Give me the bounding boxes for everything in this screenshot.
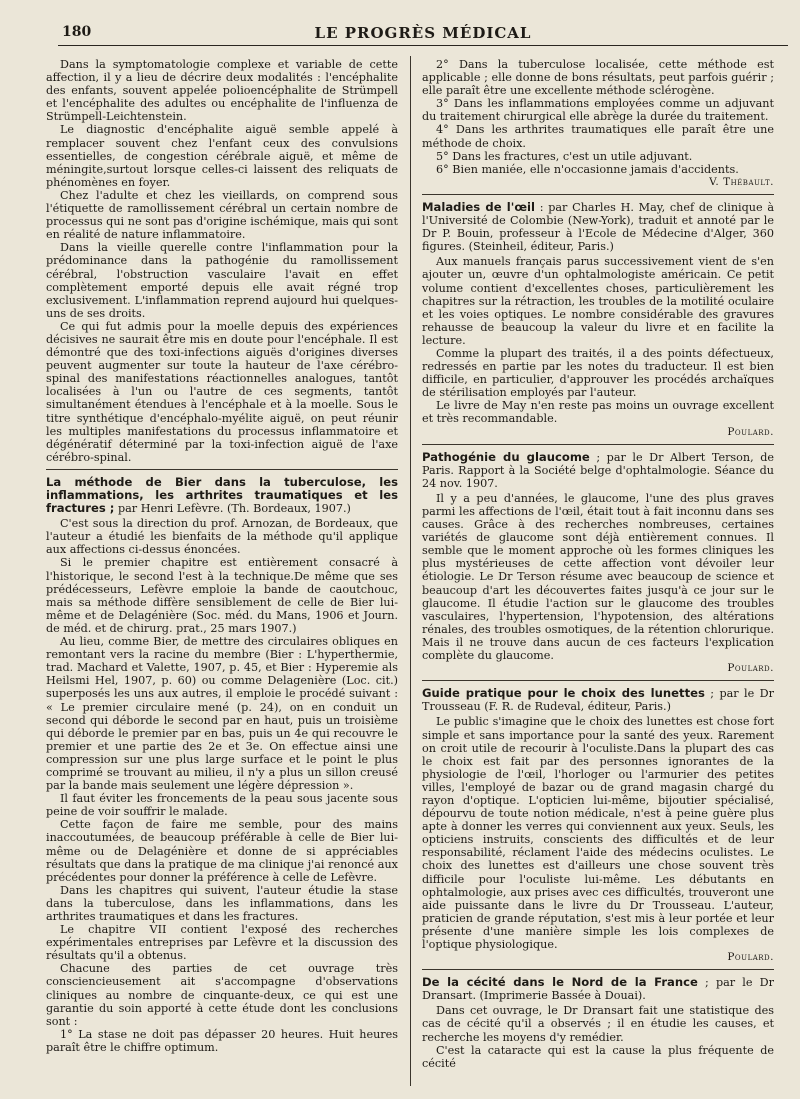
review-author: ; par le Dr Dransart. (Imprimerie Bassée à Douai). [422, 976, 774, 1003]
right-column [422, 58, 774, 1070]
review-heading [422, 687, 774, 713]
section-separator [422, 969, 774, 970]
review-signature: Poulard. [727, 425, 774, 438]
review-title: Pathogénie du glaucome [422, 449, 590, 464]
paragraph: Comme la plupart des traités, il a des points défectueux, redressés en partie par les notes du traducteur. Il est bien difficile, en particulier, d'approuver les procédés archaïques de stérilisation employés par l'auteur. [422, 346, 774, 400]
review-title: De la cécité dans le Nord de la France [422, 975, 698, 990]
review-title: La méthode de Bier dans la tuberculose, les inflammations, les arthrites traumatiques et les fractures ; [46, 474, 398, 516]
paragraph: Ce qui fut admis pour la moelle depuis des expériences décisives ne saurait être mis en doute pour l'encéphale. Il est démontré que des toxi-infections aiguës d'origines diverses peuvent augmenter sur toute la hauteur de l'axe cérébro-spinal des manifestations réactionnelles analogues, tantôt localisées à l'un ou l'autre de ces segments, tantôt simultanément étendues à l'encéphale et à la moelle. Sous le titre synthétique d'encéphalo-myélite aiguë, on peut réunir les multiples manifestations du processus inflammatoire et dégénératif déterminé par la toxi-infection aiguë de l'axe cérébro-spinal. [46, 319, 398, 464]
section-separator [422, 444, 774, 445]
review-heading [422, 976, 774, 1002]
paragraph: Au lieu, comme Bier, de mettre des circulaires obliques en remontant vers la racine du membre (Bier : L'hyperthermie, trad. Machard et Valette, 1907, p. 45, et Bier : Hyperemie als Heilsmi Hel, 1907, p. 60) ou comme Delagenière (Loc. cit.) superposés les uns aux autres, il emploie le procédé suivant : « Le premier circulaire mené (p. 24), on en conduit un second qui déborde le second par en haut, puis un troisième qui déborde le premier par en bas, puis un 4e qui recouvre le premier et une partie des 2e et 3e. On effectue ainsi une compression sur une plus large surface et le point le plus comprimé se trouvant au milieu, il n'y a plus un sillon creusé par la bande mais seulement une légère dépression ». [46, 635, 398, 793]
paragraph: Dans la symptomatologie complexe et variable de cette affection, il y a lieu de décrire deux modalités : l'encéphalite des enfants, souvent appelée polioencéphalite de Strümpell et l'encéphalite des adultes ou encéphalite de l'influenza de Strümpell-Leichtenstein. [46, 58, 398, 124]
section-separator [422, 680, 774, 681]
review-signature: Poulard. [727, 662, 774, 675]
header-rule [58, 45, 788, 46]
paragraph: Le livre de May n'en reste pas moins un ouvrage excellent et très recommandable. [422, 399, 774, 426]
conclusion-item: 1° La stase ne doit pas dépasser 20 heures. Huit heures paraît être le chiffre optimum. [46, 1027, 398, 1054]
review-cecite [422, 976, 774, 1070]
review-heading [422, 201, 774, 253]
paragraph: Aux manuels français parus successivement vient de s'en ajouter un, œuvre d'un ophtalmologiste américain. Ce petit volume contient d'excellentes choses, particulièrement les chapitres sur la rétraction, les troubles de la motilité oculaire et les voies optiques. Le nombre considérable des gravures rehausse de beaucoup la valeur du livre et en facilite la lecture. [422, 255, 774, 347]
review-heading [422, 451, 774, 490]
paragraph: C'est sous la direction du prof. Arnozan, de Bordeaux, que l'auteur a étudié les bienfaits de la méthode qu'il applique aux affections ci-dessus énoncées. [46, 517, 398, 557]
paragraph: Il faut éviter les froncements de la peau sous jacente sous peine de voir souffrir le malade. [46, 792, 398, 819]
review-author: : par Charles H. May, chef de clinique à l'Université de Colombie (New-York), traduit et annoté par le Dr P. Bouin, professeur à l'Ecole de Médecine d'Alger, 360 figures. (Steinheil, éditeur, Paris.) [422, 200, 774, 254]
left-column [46, 58, 398, 1054]
review-bier [46, 476, 398, 1054]
review-title: Guide pratique pour le choix des lunettes [422, 686, 705, 701]
conclusion-item: 3° Dans les inflammations employées comme un adjuvant du traitement chirurgical elle abrège la durée du traitement. [422, 97, 774, 124]
conclusion-item: 6° Bien maniée, elle n'occasionne jamais d'accidents. [436, 162, 739, 176]
paragraph: C'est la cataracte qui est la cause la plus fréquente de cécité [422, 1043, 774, 1070]
review-signature: Poulard. [727, 951, 774, 964]
journal-title: LE PROGRÈS MÉDICAL [314, 24, 532, 42]
conclusion-item: 4° Dans les arthrites traumatiques elle paraît être une méthode de choix. [422, 123, 774, 150]
paragraph: Le chapitre VII contient l'exposé des recherches expérimentales entreprises par Lefèvre et la discussion des résultats qu'il a obtenus. [46, 923, 398, 963]
paragraph: Si le premier chapitre est entièrement consacré à l'historique, le second l'est à la technique.De même que ses prédécesseurs, Lefèvre emploie la bande de caoutchouc, mais sa méthode diffère sensiblement de celle de Bier lui-même et de Delagénière (Soc. méd. du Mans, 1906 et Journ. de méd. et de chirurg. prat., 25 mars 1907.) [46, 556, 398, 635]
review-lunettes [422, 687, 774, 964]
conclusion-item: 2° Dans la tuberculose localisée, cette méthode est applicable ; elle donne de bons résultats, peut parfois guérir ; elle paraît être une excellente méthode sclérogène. [422, 58, 774, 98]
section-separator [422, 194, 774, 195]
paragraph: Le diagnostic d'encéphalite aiguë semble appelé à remplacer souvent chez l'enfant ceux des convulsions essentielles, de congestion cérébrale aiguë, et même de méningite,surtout lorsque celles-ci laissent des reliquats de phénomènes en foyer. [46, 123, 398, 189]
paragraph: Chez l'adulte et chez les vieillards, on comprend sous l'étiquette de ramollissement cérébral un certain nombre de processus qui ne sont pas d'origine ischémique, mais qui sont en réalité de nature inflammatoire. [46, 188, 398, 242]
paragraph: Dans la vieille querelle contre l'inflammation pour la prédominance dans la pathogénie du ramollissement cérébral, l'obstruction vasculaire l'avait en effet complètement emporté depuis elle avait régné trop exclusivement. L'inflammation reprend aujourd hui quelques-uns de ses droits. [46, 241, 398, 320]
review-author: par Henri Lefèvre. (Th. Bordeaux, 1907.) [114, 502, 351, 516]
review-oeil [422, 201, 774, 439]
paragraph: Cette façon de faire me semble, pour des mains inaccoutumées, de beaucoup préférable à celle de Bier lui-même ou de Delagénière et donne de si appréciables résultats que dans la pratique de ma clinique j'ai renoncé aux précédentes pour donner la préférence à celle de Lefèvre. [46, 818, 398, 884]
column-divider [410, 56, 411, 1086]
paragraph: Il y a peu d'années, le glaucome, l'une des plus graves parmi les affections de l'œil, était tout à fait inconnu dans ses causes. Grâce à des recherches nombreuses, certaines variétés de glaucome sont déjà entièrement connues. Il semble que le moment approche où les formes cliniques les plus mystérieuses de cette affection vont dévoiler leur étiologie. Le Dr Terson résume avec beaucoup de science et beaucoup d'art les découvertes faites jusqu'à ce jour sur le glaucome. Il étudie l'action sur le glaucome des troubles vasculaires, l'hypertension, l'hypotension, des altérations rénales, des troubles osmotiques, de la rétention chlorurique. Mais il ne trouve dans aucun de ces facteurs l'explication complète du glaucome. [422, 491, 774, 663]
page-number: 180 [62, 24, 92, 40]
page-header [62, 24, 784, 46]
review-author: ; par le Dr Albert Terson, de Paris. Rapport à la Société belge d'ophtalmologie. Séance du 24 nov. 1907. [422, 450, 774, 490]
section-separator [46, 469, 398, 470]
paragraph: Le public s'imagine que le choix des lunettes est chose fort simple et sans importance pour la santé des yeux. Rarement on croit utile de recourir à l'oculiste.Dans la plupart des cas le choix est fait par des personnes ignorantes de la physiologie de l'œil, l'horloger ou l'armurier des petites villes, l'employé de bazar ou de grand magasin chargé du rayon d'optique. L'opticien lui-même, bijoutier spécialisé, dépourvu de toute notion médicale, n'est à peine guère plus apte à donner les verres qui conviennent aux yeux. Seuls, les opticiens instruits, conscients des difficultés et de leur responsabilité, réclament l'aide des médecins oculistes. Le choix des lunettes est d'ailleurs une chose souvent très difficile pour l'oculiste lui-même. Les débutants en ophtalmologie, aux prises avec ces difficultés, trouveront une aide puissante dans le livre du Dr Trousseau. L'auteur, praticien de grande réputation, s'est mis à leur portée et leur présente d'une manière simple les lois complexes de l'optique physiologique. [422, 715, 774, 951]
paragraph: Dans cet ouvrage, le Dr Dransart fait une statistique des cas de cécité qu'il a observés ; il en étudie les causes, et recherche les moyens d'y remédier. [422, 1004, 774, 1044]
review-glaucome [422, 451, 774, 676]
review-author: ; par le Dr Trousseau (F. R. de Rudeval, éditeur, Paris.) [422, 687, 774, 714]
review-title: Maladies de l'œil [422, 199, 535, 214]
review-heading [46, 476, 398, 515]
conclusion-item: 5° Dans les fractures, c'est un utile adjuvant. [436, 149, 693, 163]
paragraph: Dans les chapitres qui suivent, l'auteur étudie la stase dans la tuberculose, dans les inflammations, dans les arthrites traumatiques et dans les fractures. [46, 883, 398, 923]
paragraph: Chacune des parties de cet ouvrage très consciencieusement ait s'accompagne d'observations cliniques au nombre de cinquante-deux, ce qui est une garantie du soin apporté à cette étude dont les conclusions sont : [46, 962, 398, 1028]
review-signature: V. Thébault. [709, 175, 774, 188]
